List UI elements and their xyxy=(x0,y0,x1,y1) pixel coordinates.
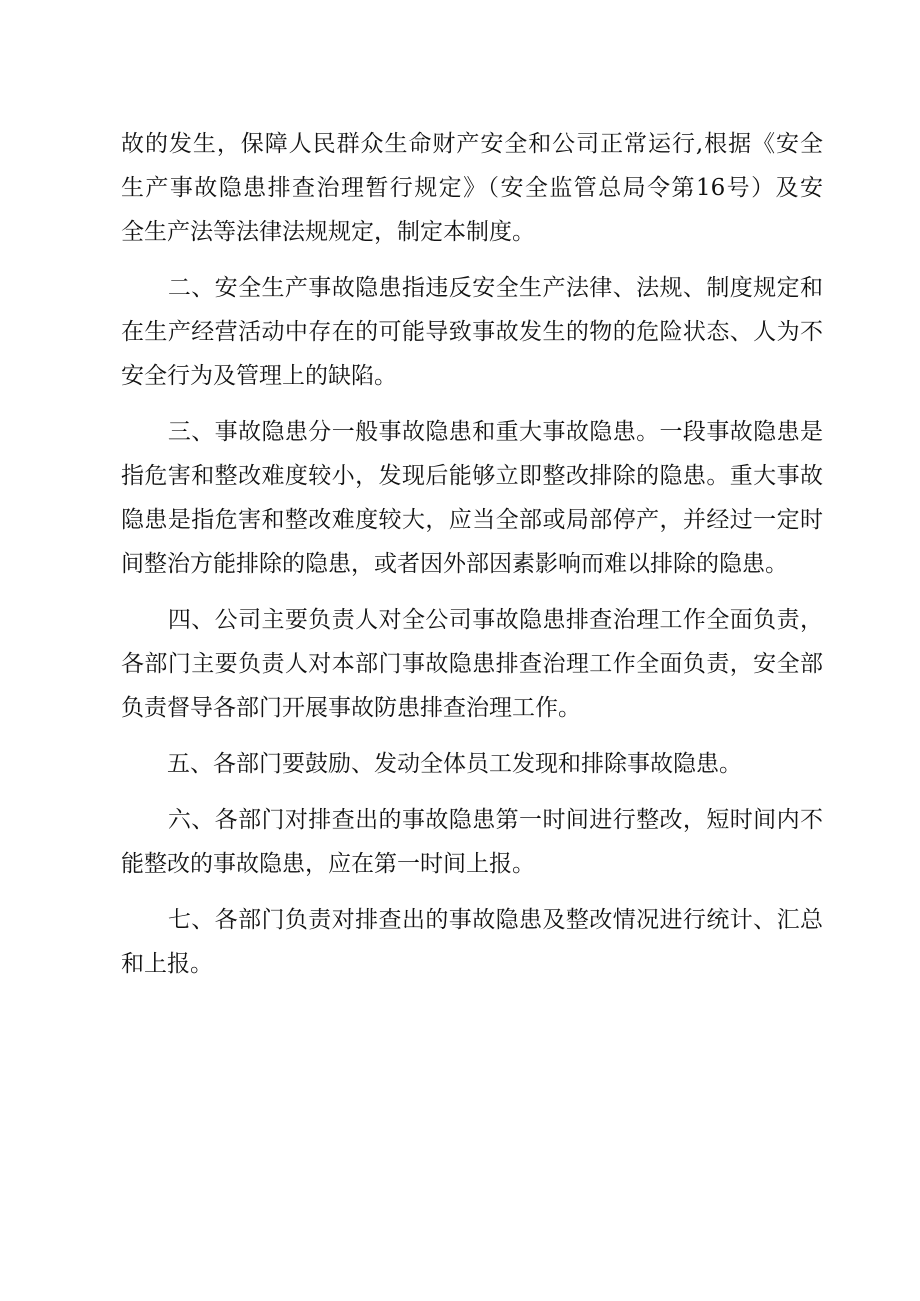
paragraph-article-5 xyxy=(121,742,823,786)
paragraph-article-2 xyxy=(121,266,823,398)
paragraph-article-6 xyxy=(121,798,823,886)
text-line: 五、各部门要鼓励、发动全体员工发现和排除事故隐患。 xyxy=(121,751,742,777)
text-line: 全生产法等法律法规规定，制定本制度。 xyxy=(121,219,535,245)
text-line: 六、各部门对排查出的事故隐患第一时间进行整改，短时间内不 xyxy=(121,807,823,833)
paragraph-article-4 xyxy=(121,598,823,730)
text-line: 在生产经营活动中存在的可能导致事故发生的物的危险状态、人为不 xyxy=(121,319,823,345)
text-line: 故的发生，保障人民群众生命财产安全和公司正常运行,根据《安全 xyxy=(121,131,823,157)
text-line: 生产事故隐患排查治理暂行规定》（安全监管总局令第16号）及安 xyxy=(121,175,823,201)
paragraph-intro-continuation xyxy=(121,122,823,254)
text-line: 七、各部门负责对排查出的事故隐患及整改情况进行统计、汇总 xyxy=(121,907,823,933)
text-line: 间整治方能排除的隐患，或者因外部因素影响而难以排除的隐患。 xyxy=(121,551,788,577)
text-line: 四、公司主要负责人对全公司事故隐患排查治理工作全面负责， xyxy=(121,607,823,633)
text-line: 能整改的事故隐患，应在第一时间上报。 xyxy=(121,851,535,877)
text-line: 指危害和整改难度较小，发现后能够立即整改排除的隐患。重大事故 xyxy=(121,463,823,489)
text-line: 和上报。 xyxy=(121,951,213,977)
paragraph-article-3 xyxy=(121,410,823,586)
text-line: 负责督导各部门开展事故防患排查治理工作。 xyxy=(121,695,581,721)
paragraph-article-7 xyxy=(121,898,823,986)
document-body xyxy=(121,122,823,986)
text-line: 安全行为及管理上的缺陷。 xyxy=(121,363,397,389)
text-line: 隐患是指危害和整改难度较大，应当全部或局部停产，并经过一定时 xyxy=(121,507,823,533)
text-line: 二、安全生产事故隐患指违反安全生产法律、法规、制度规定和 xyxy=(121,275,823,301)
text-line: 三、事故隐患分一般事故隐患和重大事故隐患。一段事故隐患是 xyxy=(121,419,823,445)
text-line: 各部门主要负责人对本部门事故隐患排查治理工作全面负责，安全部 xyxy=(121,651,823,677)
